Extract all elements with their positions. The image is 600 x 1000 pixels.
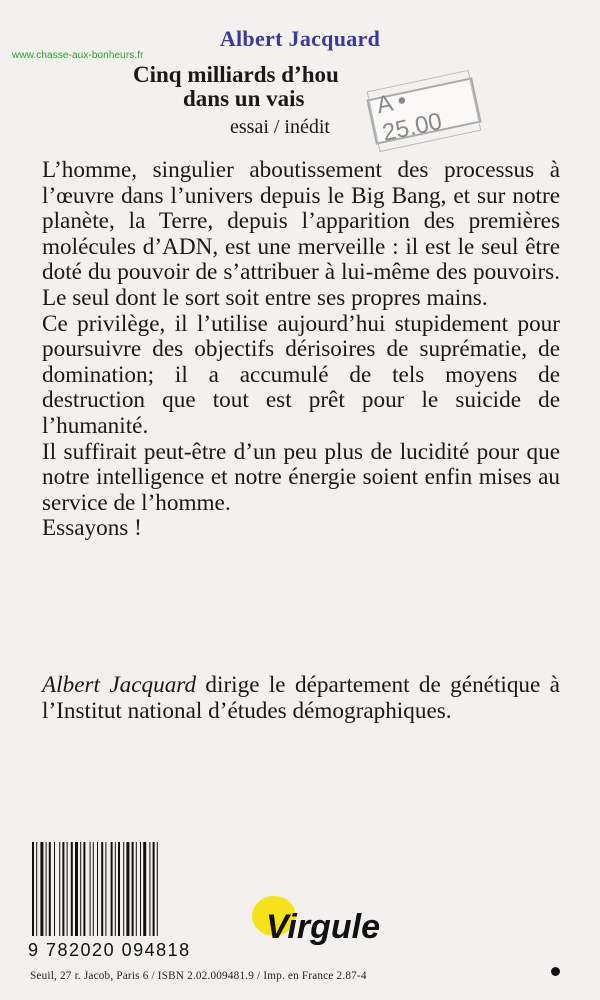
price-stamp-text: A • 25.00: [367, 70, 482, 152]
corner-dot: [551, 967, 560, 976]
barcode-bar: [83, 842, 85, 936]
footer-imprint: Seuil, 27 r. Jacob, Paris 6 / ISBN 2.02.009481.9 / Imp. en France 2.87-4: [30, 970, 367, 982]
barcode-bar: [97, 842, 98, 936]
barcode-bar: [67, 842, 68, 936]
blurb-paragraph-2: Ce privilège, il l’utilise aujourd’hui stupidement pour poursuivre des objectifs dérisoires de suprématie, de domination; il a accumulé de tels moyens de destruction que tout est prêt pour le suicide de l’humanité.: [42, 310, 560, 439]
logo-text: Virgule: [266, 908, 380, 946]
barcode-bar: [93, 842, 94, 936]
title-line-2: dans un vais: [183, 86, 305, 111]
barcode-bar: [143, 842, 146, 936]
blurb-paragraph-3: Il suffirait peut-être d’un peu plus de lucidité pour que notre intelligence et notre énergie soient enfin mises au service de l’homme.: [42, 438, 560, 516]
barcode-bar: [90, 842, 91, 936]
barcode-bar: [36, 842, 37, 936]
barcode-bar: [32, 842, 34, 936]
barcode-bar: [62, 842, 64, 936]
virgule-logo: [244, 886, 388, 956]
barcode-bar: [59, 842, 60, 936]
title-line-1: Cinq milliards d’hou: [133, 62, 339, 87]
barcode-bar: [101, 842, 103, 936]
barcode-bar: [54, 842, 55, 936]
author-name: Albert Jacquard: [219, 26, 381, 51]
barcode-bar: [111, 842, 113, 936]
blurb-paragraph-1: L’homme, singulier aboutissement des processus à l’œuvre dans l’univers depuis le Big Bang, et sur notre planète, la Terre, depuis l’apparition des premières molécules d’ADN, est une merveille : il est le seul être doté du pouvoir de s’attribuer à lui-même des pouvoirs. Le seul dont le sort soit entre ses propres mains.: [42, 157, 560, 311]
barcode-bar: [80, 842, 81, 936]
barcode-bar: [126, 842, 129, 936]
barcode-bar: [157, 842, 158, 936]
barcode-bar: [49, 842, 51, 936]
price-stamp: [366, 77, 481, 147]
barcode-bar: [118, 842, 120, 936]
barcode-bar: [75, 842, 78, 936]
barcode-bar: [123, 842, 124, 936]
barcode: [28, 840, 218, 938]
author-bio: [42, 672, 560, 724]
blurb-paragraph-4: Essayons !: [42, 515, 142, 542]
barcode-bar: [46, 842, 47, 936]
barcode-digits: 9 782020 094818: [28, 940, 191, 960]
barcode-bar: [153, 842, 155, 936]
blurb: [42, 158, 560, 542]
barcode-bar: [115, 842, 116, 936]
bio-author-name: Albert Jacquard: [42, 672, 197, 698]
bio-text: dirige le département de génétique à l’Institut national d’études démographiques.: [42, 672, 560, 724]
barcode-bar: [71, 842, 73, 936]
barcode-bar: [136, 842, 137, 936]
barcode-bar: [140, 842, 141, 936]
barcode-bar: [40, 842, 43, 936]
watermark-url: www.chasse-aux-bonheurs.fr: [12, 50, 144, 61]
barcode-bar: [132, 842, 134, 936]
barcode-bar: [149, 842, 150, 936]
barcode-bar: [105, 842, 106, 936]
subtitle: essai / inédit: [230, 116, 330, 138]
